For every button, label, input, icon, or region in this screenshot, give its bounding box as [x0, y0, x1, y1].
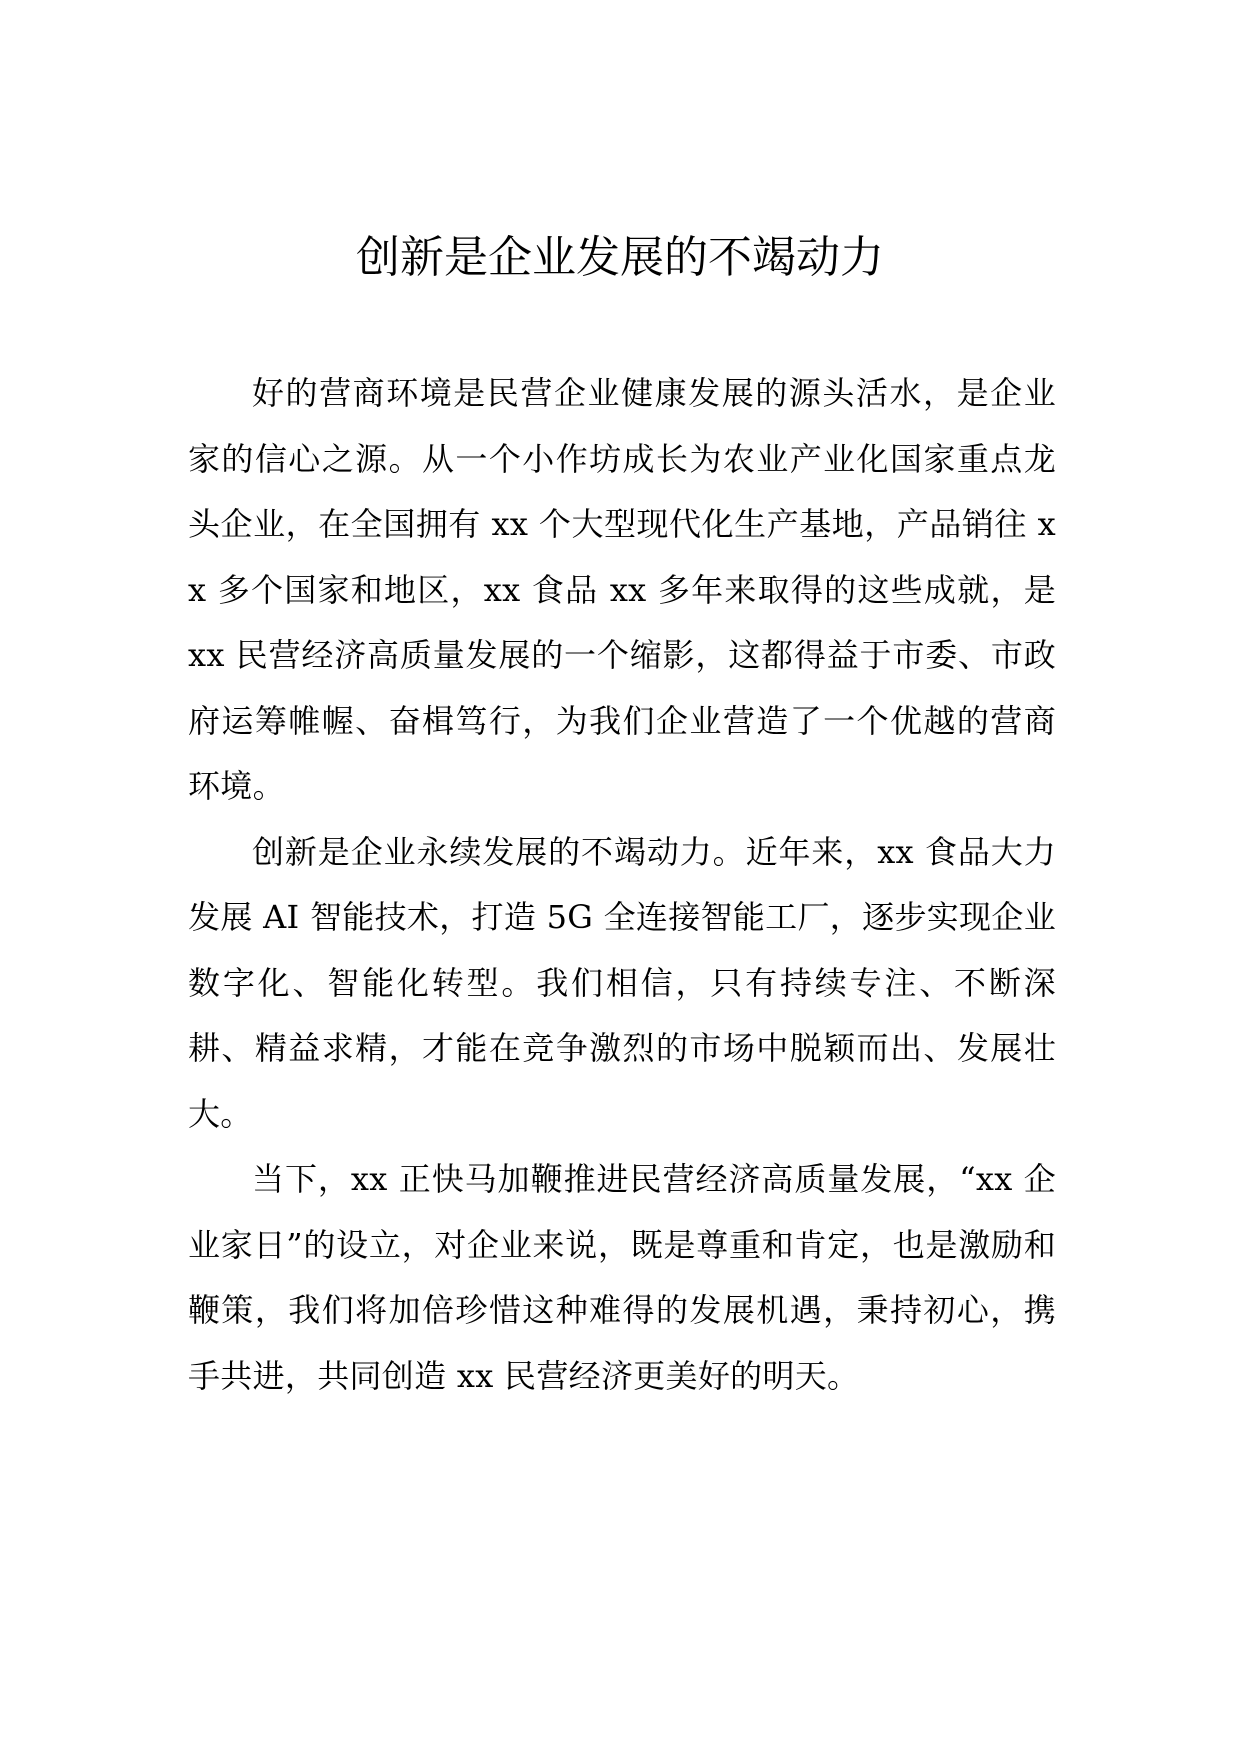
document-title: 创新是企业发展的不竭动力	[356, 232, 884, 283]
paragraph-2: 创新是企业永续发展的不竭动力。近年来，xx 食品大力发展 AI 智能技术，打造 5G 全连接智能工厂，逐步实现企业数字化、智能化转型。我们相信，只有持续专注、不断深耕、精益求精，才能在竞争激烈的市场中脱颖而出、发展壮大。	[188, 832, 1056, 1133]
document-body	[188, 361, 1056, 1409]
paragraph-3: 当下，xx 正快马加鞭推进民营经济高质量发展，“xx 企业家日”的设立，对企业来说，既是尊重和肯定，也是激励和鞭策，我们将加倍珍惜这种难得的发展机遇，秉持初心，携手共进，共同创造 xx 民营经济更美好的明天。	[188, 1160, 1056, 1395]
paragraph-1: 好的营商环境是民营企业健康发展的源头活水，是企业家的信心之源。从一个小作坊成长为农业产业化国家重点龙头企业，在全国拥有 xx 个大型现代化生产基地，产品销往 xx 多个国家和地区，xx 食品 xx 多年来取得的这些成就，是 xx 民营经济高质量发展的一个缩影，这都得益于市委、市政府运筹帷幄、奋楫笃行，为我们企业营造了一个优越的营商环境。	[188, 374, 1056, 805]
